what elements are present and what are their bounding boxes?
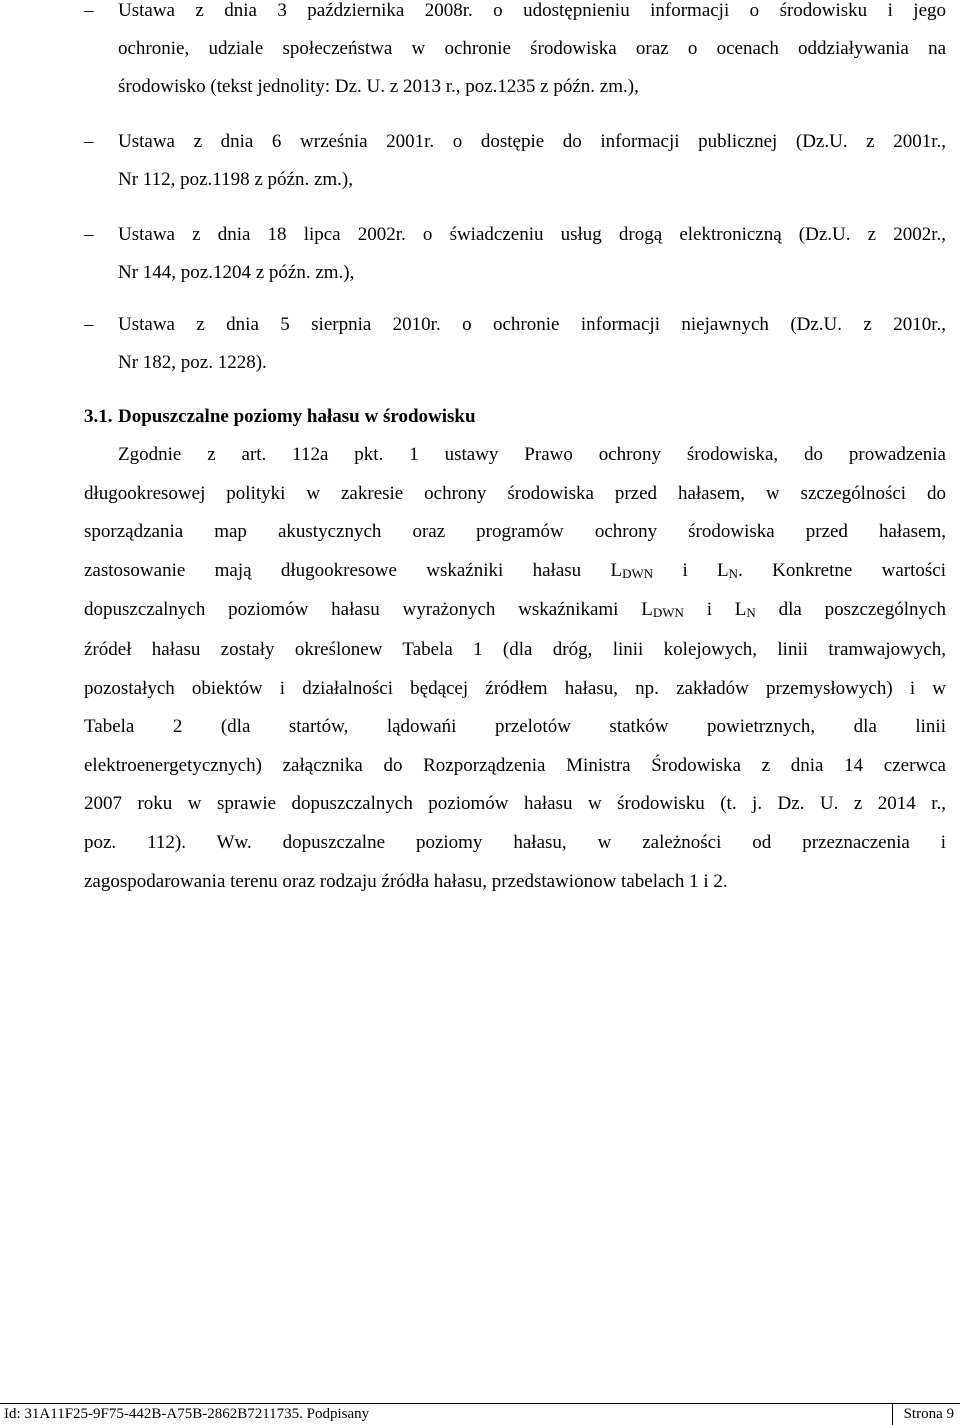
text-run: . Konkretne wartości (738, 559, 947, 581)
section-heading (84, 398, 476, 436)
page-number: Strona 9 (903, 1406, 954, 1422)
bullet-dash: – (84, 224, 94, 245)
paragraph-line: zagospodarowania terenu oraz rodzaju źródła hałasu, przedstawionow tabelach 1 i 2. (84, 870, 728, 892)
bullet-dash: – (84, 0, 94, 21)
body-paragraph (84, 436, 946, 901)
section-number: 3.1. (84, 406, 113, 427)
paragraph-line: poz. 112). Ww. dopuszczalne poziomy hałasu, w zależności od przeznaczenia i (84, 831, 946, 853)
subscript-n: N (728, 565, 739, 581)
paragraph-line: sporządzania map akustycznych oraz programów ochrony środowiska przed hałasem, (84, 521, 946, 543)
reference-line: Ustawa z dnia 18 lipca 2002r. o świadczeniu usług drogą elektroniczną (Dz.U. z 2002r., (118, 224, 946, 245)
paragraph-line: Zgodnie z art. 112a pkt. 1 ustawy Prawo ochrony środowiska, do prowadzenia (118, 444, 946, 465)
reference-item (0, 216, 960, 292)
reference-line: Ustawa z dnia 6 września 2001r. o dostępie do informacji publicznej (Dz.U. z 2001r., (118, 131, 946, 152)
reference-line: środowisko (tekst jednolity: Dz. U. z 2013 r., poz.1235 z późn. zm.), (118, 76, 639, 97)
reference-item (0, 0, 960, 106)
footer-divider (892, 1404, 893, 1425)
section-title: Dopuszczalne poziomy hałasu w środowisku (118, 406, 476, 427)
subscript-dwn: DWN (622, 565, 654, 581)
bullet-dash: – (84, 314, 94, 335)
subscript-dwn: DWN (652, 605, 684, 621)
paragraph-line: elektroenergetycznych) załącznika do Rozporządzenia Ministra Środowiska z dnia 14 czerwca (84, 754, 946, 776)
reference-line: Nr 182, poz. 1228). (118, 352, 267, 373)
paragraph-line: Tabela 2 (dla startów, lądowańi przelotów statków powietrznych, dla linii (84, 716, 946, 738)
paragraph-line (84, 552, 946, 592)
paragraph-line: 2007 roku w sprawie dopuszczalnych poziomów hałasu w środowisku (t. j. Dz. U. z 2014 r., (84, 793, 946, 815)
paragraph-line (84, 591, 946, 631)
text-run: i L (653, 559, 729, 581)
reference-line: Ustawa z dnia 5 sierpnia 2010r. o ochronie informacji niejawnych (Dz.U. z 2010r., (118, 314, 946, 335)
paragraph-line: pozostałych obiektów i działalności będącej źródłem hałasu, np. zakładów przemysłowych) i w (84, 677, 946, 699)
text-run: i L (683, 599, 747, 621)
subscript-n: N (746, 605, 756, 621)
reference-item (0, 123, 960, 199)
reference-line: Nr 112, poz.1198 z późn. zm.), (118, 169, 353, 190)
reference-line: Ustawa z dnia 3 października 2008r. o udostępnieniu informacji o środowisku i jego (118, 0, 946, 21)
paragraph-line: źródeł hałasu zostały określonew Tabela 1 (dla dróg, linii kolejowych, linii tramwajowych, (84, 638, 946, 660)
bullet-dash: – (84, 131, 94, 152)
reference-item (0, 306, 960, 382)
document-id: Id: 31A11F25-9F75-442B-A75B-2862B7211735. Podpisany (4, 1406, 370, 1422)
reference-line: ochronie, udziale społeczeństwa w ochronie środowiska oraz o ocenach oddziaływania na (118, 38, 946, 59)
reference-line: Nr 144, poz.1204 z późn. zm.), (118, 262, 355, 283)
page-footer (0, 1403, 960, 1425)
text-run: zastosowanie mają długookresowe wskaźniki hałasu L (84, 559, 623, 581)
text-run: dopuszczalnych poziomów hałasu wyrażonych wskaźnikami L (84, 599, 653, 621)
text-run: dla poszczególnych (755, 599, 946, 621)
paragraph-line: długookresowej polityki w zakresie ochrony środowiska przed hałasem, w szczególności do (84, 482, 946, 504)
